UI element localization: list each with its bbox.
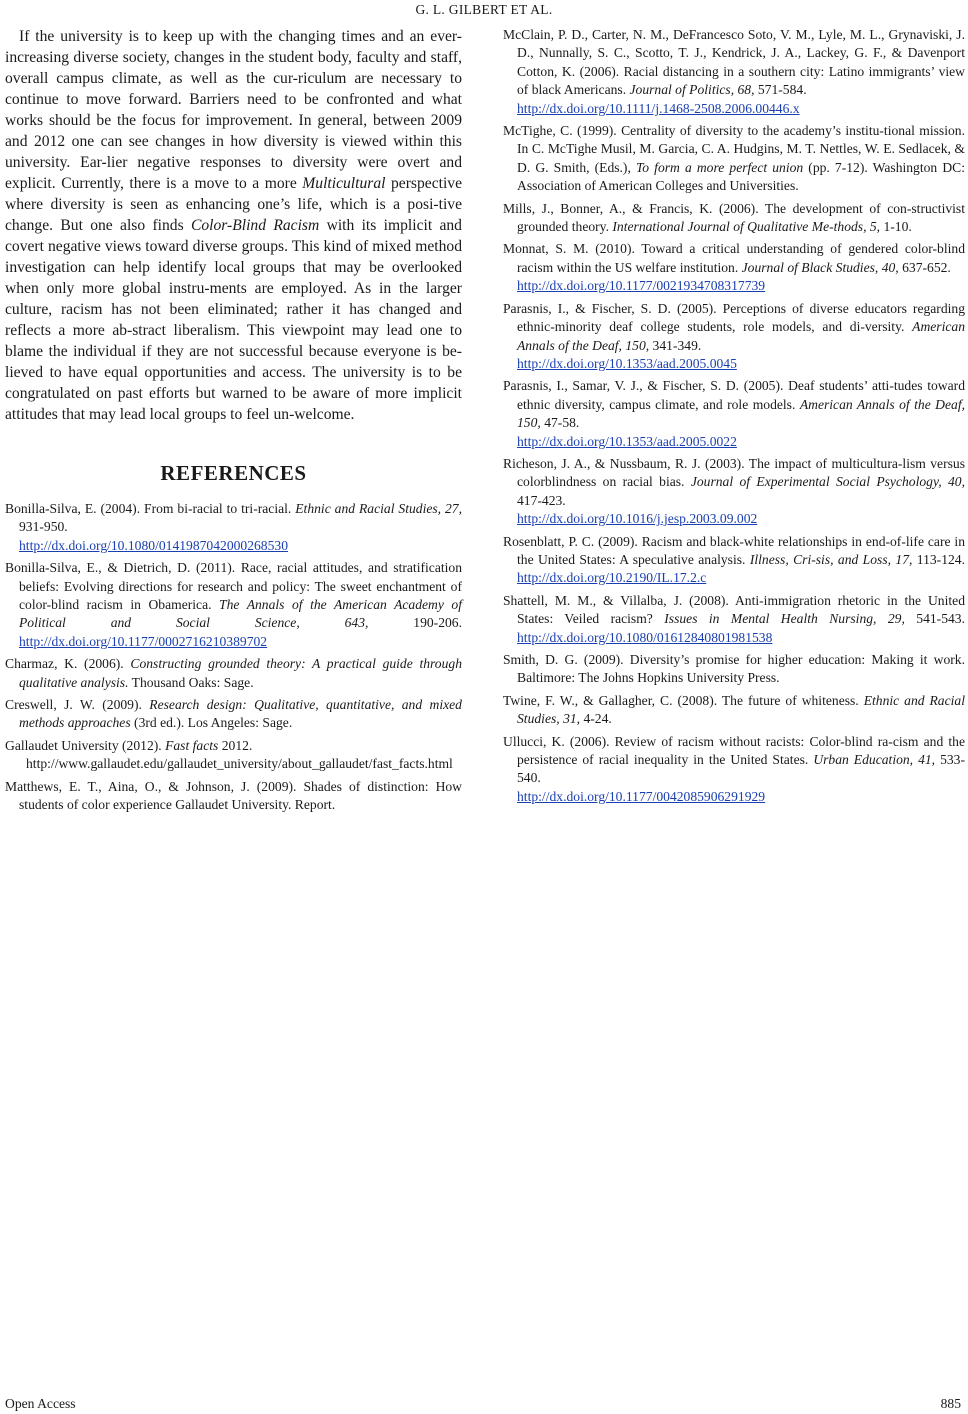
doi-link[interactable]: http://dx.doi.org/10.1111/j.1468-2508.2006.00446.x: [517, 100, 800, 116]
running-header: G. L. GILBERT ET AL.: [415, 2, 553, 17]
reference-entry: [503, 122, 965, 196]
reference-url: http://www.gallaudet.edu/gallaudet_university/about_gallaudet/fast_facts.html: [26, 756, 453, 772]
italic-text: Illness, Cri-sis, and Loss, 17,: [749, 551, 913, 567]
text-run: 931-950.: [19, 519, 68, 535]
text-run: 113-124.: [912, 551, 965, 567]
text-run: 417-423.: [517, 492, 566, 508]
text-run: Richeson, J. A., & Nussbaum, R. J. (2003). The impact of multicultura-lism versus colorblindness on racial bias.: [503, 455, 965, 490]
reference-entry: [5, 737, 462, 774]
doi-link[interactable]: http://dx.doi.org/10.2190/IL.17.2.c: [517, 570, 707, 586]
text-run: Charmaz, K. (2006).: [5, 656, 131, 672]
text-run: Rosenblatt, P. C. (2009). Racism and black-white relationships in end-of-life care in the United States: A speculative analysis.: [503, 533, 965, 567]
reference-entry: [503, 455, 965, 529]
text-run: Gallaudet University (2012).: [5, 737, 166, 753]
italic-text: Constructing grounded theory: A practical guide through qualitative analysis.: [19, 656, 462, 690]
doi-link[interactable]: http://dx.doi.org/10.1353/aad.2005.0045: [517, 355, 737, 371]
text-run: 541-543.: [904, 611, 965, 627]
text-run: Twine, F. W., & Gallagher, C. (2008). The future of whiteness.: [503, 692, 864, 708]
italic-text: Fast facts: [165, 737, 219, 753]
italic-text: Journal of Experimental Social Psychology, 40,: [690, 474, 965, 490]
text-run: 341-349.: [649, 337, 702, 353]
italic-text: Urban Education, 41,: [813, 752, 936, 768]
right-column: [503, 26, 965, 810]
text-run: Creswell, J. W. (2009).: [5, 697, 150, 713]
text-run: with its implicit and covert negative views toward diverse groups. This kind of mixed method investigation can help identify local groups that may be overlooked when only more global instru-ments are employed. As in the larger culture, racism has not been eliminated; rather it has changed and reflects a more ab-stract liberalism. This viewpoint may lead one to blame the individual if they are not successful because everyone is be-lieved to have equal opportunities and access. The university is to be congratulated on past efforts but warned to be aware of more implicit attitudes that may lead local groups to feel un-welcome.: [5, 217, 462, 423]
page-number: 885: [940, 1396, 961, 1411]
text-run: McTighe, C. (1999). Centrality of diversity to the academy’s institu-tional mission. In C. McTighe Musil, M. Garcia, C. A. Hudgins, M. T. Nettles, W. E. Sedlacek, & D. G. Smith, (Eds.),: [503, 123, 965, 175]
reference-entry: [503, 733, 965, 807]
references-list-left: [5, 500, 462, 815]
reference-entry: [503, 240, 965, 295]
conclusion-paragraph: [5, 26, 462, 425]
text-run: McClain, P. D., Carter, N. M., DeFrancesco Soto, V. M., Lyle, M. L., Grynaviski, J. D., Nunnally, S. C., Scotto, T. J., Kendrick, J. A., Lackey, G. F., & Davenport Cotton, K. (2006). Racial distancing in a southern city: Latino immigrants’ view of black Americans.: [503, 27, 965, 98]
text-run: Mills, J., Bonner, A., & Francis, K. (2006). The development of con-structivist grounded theory.: [503, 200, 965, 235]
text-run: Parasnis, I., & Fischer, S. D. (2005). Perceptions of diverse educators regarding ethnic-minority deaf college students, role models, and di-versity.: [503, 300, 965, 335]
footer-journal: Open Access: [5, 1396, 76, 1411]
italic-text: Journal of Black Studies, 40,: [741, 259, 899, 275]
doi-link[interactable]: http://dx.doi.org/10.1177/0021934708317739: [517, 278, 766, 294]
text-run: Shattell, M. M., & Villalba, J. (2008). Anti-immigration rhetoric in the United States: Veiled racism?: [503, 592, 965, 627]
text-run: Bonilla-Silva, E., & Dietrich, D. (2011). Race, racial attitudes, and stratification beliefs: Evolving directions for research and policy: The sweet enchantment of color-blind racism in Obamerica.: [5, 560, 462, 613]
text-run: 47-58.: [540, 415, 580, 431]
italic-text: Research design: Qualitative, quantitative, and mixed methods approaches: [19, 697, 462, 731]
left-column: [5, 26, 462, 819]
reference-entry: [5, 500, 462, 555]
text-run: Bonilla-Silva, E. (2004). From bi-racial to tri-racial.: [5, 501, 296, 516]
text-run: Thousand Oaks: Sage.: [128, 674, 254, 690]
italic-text: American Annals of the Deaf, 150,: [517, 396, 965, 431]
reference-entry: [503, 200, 965, 237]
text-run: Matthews, E. T., Aina, O., & Johnson, J. (2009). Shades of distinction: How students of color experience Gallaudet University. Report.: [5, 778, 462, 813]
text-run: (pp. 7-12). Washington DC: Association of American Colleges and Universities.: [517, 159, 965, 194]
text-run: Smith, D. G. (2009). Diversity’s promise for higher education: Making it work. Baltimore: The Johns Hopkins University Press.: [503, 652, 965, 686]
text-run: perspective where diversity is seen as enhancing one’s life, which is a posi-tive change. But one also finds: [5, 175, 462, 234]
reference-entry: [503, 592, 965, 647]
reference-entry: [5, 696, 462, 733]
reference-entry: [5, 559, 462, 651]
reference-entry: [503, 300, 965, 374]
text-run: 1-10.: [880, 219, 912, 235]
doi-link[interactable]: http://dx.doi.org/10.1177/0042085906291929: [517, 788, 766, 804]
text-run: Ullucci, K. (2006). Review of racism without racists: Color-blind ra-cism and the persistence of racial inequality in the United States.: [503, 733, 965, 768]
reference-entry: [503, 692, 965, 729]
text-run: 637-652.: [898, 259, 951, 275]
text-run: If the university is to keep up with the changing times and an ever-increasing diverse society, changes in the student body, faculty and staff, overall campus climate, as well as the cur-riculum are necessary to continue to move forward. Barriers need to be confronted and what works should be the focus for improvement. In general, between 2009 and 2012 one can see changes in how diversity is viewed within this university. Ear-lier negative responses to diversity were overt and explicit. Currently, there is a move to a more: [5, 28, 462, 192]
italic-text: Issues in Mental Health Nursing, 29,: [664, 611, 905, 627]
text-run: 571-584.: [754, 82, 807, 98]
doi-link[interactable]: http://dx.doi.org/10.1080/0141987042000268530: [19, 537, 288, 553]
italic-text: American Annals of the Deaf, 150,: [517, 319, 965, 353]
doi-link[interactable]: http://dx.doi.org/10.1353/aad.2005.0022: [517, 433, 737, 449]
italic-text: Ethnic and Racial Studies, 27,: [295, 501, 462, 516]
references-title: REFERENCES: [160, 461, 307, 485]
text-run: 190-206.: [368, 615, 462, 631]
text-run: (3rd ed.). Los Angeles: Sage.: [130, 715, 293, 731]
text-run: Parasnis, I., Samar, V. J., & Fischer, S. D. (2005). Deaf students’ atti-tudes toward ethnic diversity, campus climate, and role models.: [503, 378, 965, 412]
references-list-right: [503, 26, 965, 806]
text-run: 4-24.: [580, 711, 612, 727]
doi-link[interactable]: http://dx.doi.org/10.1080/01612840801981538: [517, 629, 773, 645]
doi-link[interactable]: http://dx.doi.org/10.1016/j.jesp.2003.09.002: [517, 511, 758, 527]
text-run: Monnat, S. M. (2010). Toward a critical understanding of gendered color-blind racism within the US welfare institution.: [503, 241, 965, 275]
italic-text: The Annals of the American Academy of Political and Social Science, 643,: [19, 597, 462, 631]
text-run: 2012.: [218, 737, 253, 753]
italic-text: Color-Blind Racism: [190, 217, 320, 234]
reference-entry: [5, 655, 462, 692]
italic-text: To form a more perfect union: [635, 159, 804, 175]
italic-text: Multicultural: [302, 175, 386, 192]
reference-entry: [503, 26, 965, 118]
reference-entry: [503, 377, 965, 451]
italic-text: Journal of Politics, 68,: [629, 82, 755, 98]
doi-link[interactable]: http://dx.doi.org/10.1177/0002716210389702: [19, 633, 268, 649]
text-run: 533-540.: [517, 752, 965, 786]
reference-entry: [5, 778, 462, 815]
italic-text: Ethnic and Racial Studies, 31,: [517, 692, 965, 727]
reference-entry: [503, 533, 965, 588]
reference-entry: [503, 651, 965, 688]
italic-text: International Journal of Qualitative Me-thods, 5,: [612, 219, 881, 235]
